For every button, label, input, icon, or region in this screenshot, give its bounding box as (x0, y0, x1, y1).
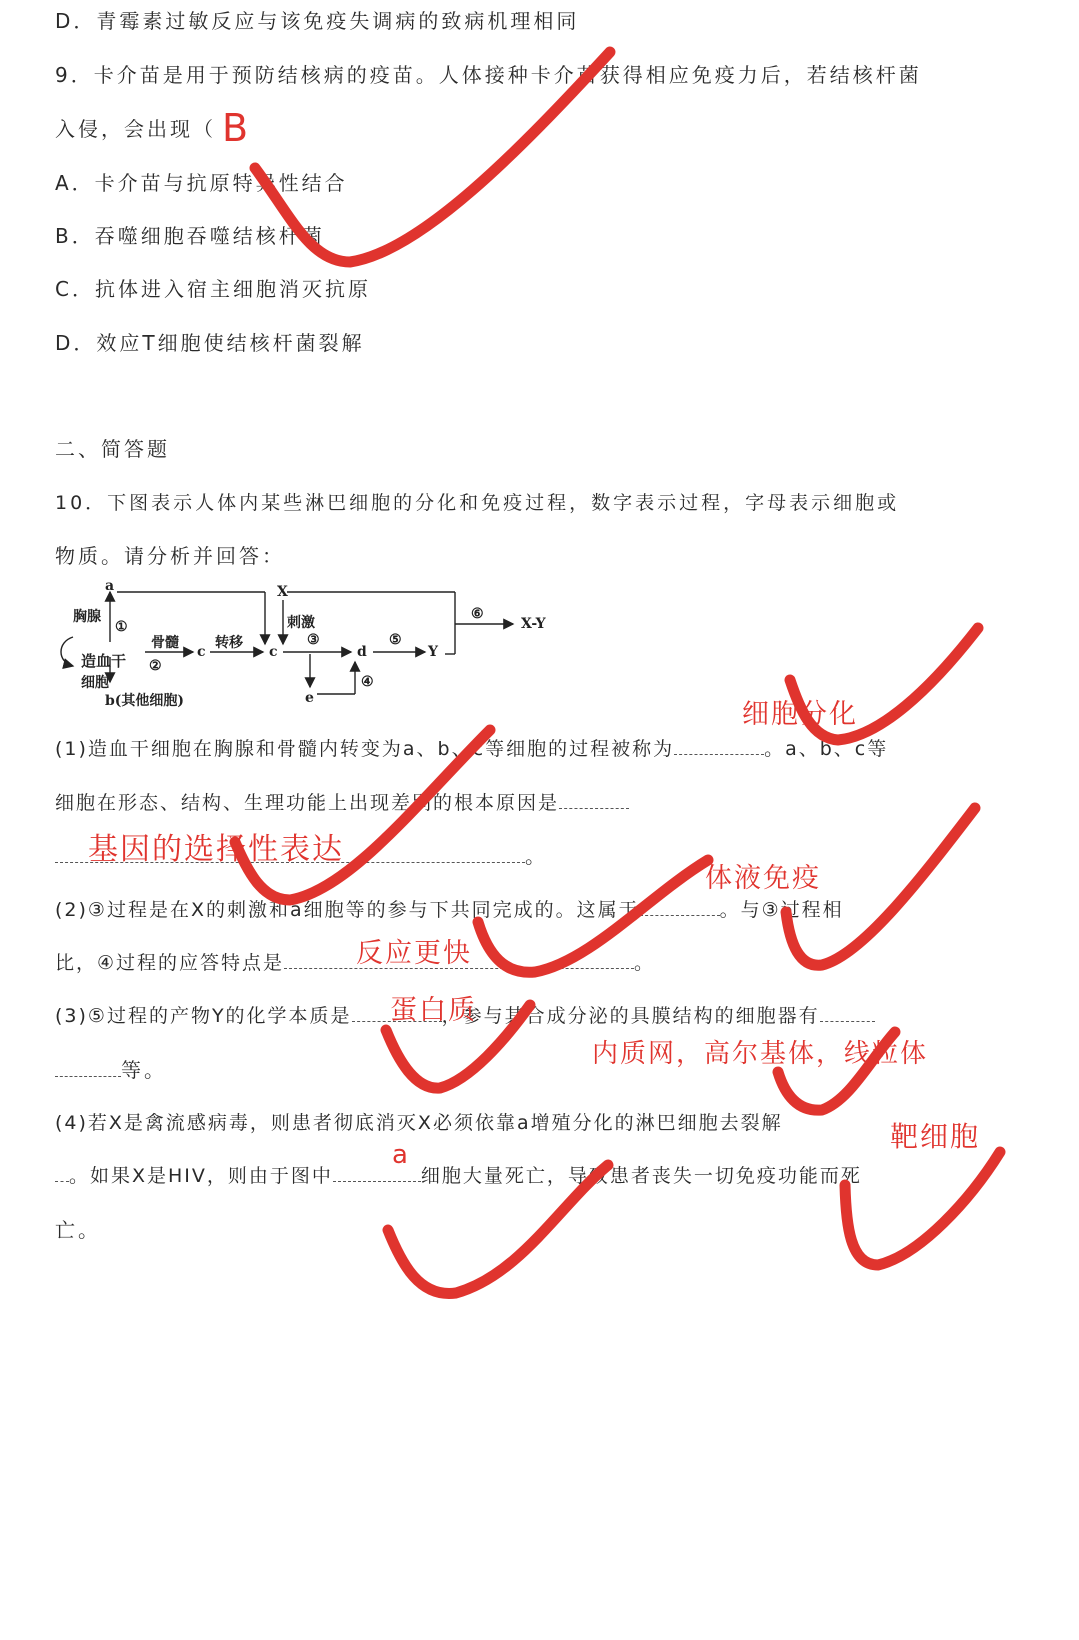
q10-stem-line2: 物质。请分析并回答： (55, 544, 285, 568)
q9-option-a: A．卡介苗与抗原特异性结合 (55, 171, 348, 195)
handwritten-answer-2-1: 体液免疫 (705, 863, 821, 894)
q10-part2-text-c: 比，④过程的应答特点是 (55, 952, 285, 974)
q10-part4-text-a: (4)若X是禽流感病毒，则患者彻底消灭X必须依靠a增殖分化的淋巴细胞去裂解 (55, 1112, 783, 1134)
q10-part3-text-c: 等。 (121, 1058, 167, 1082)
q9-option-d: D．效应T细胞使结核杆菌裂解 (55, 331, 365, 355)
q10-part1-text-d: 。 (525, 844, 548, 868)
handwritten-answer-1-1: 细胞分化 (742, 699, 858, 730)
handwritten-answer-1-2: 基因的选择性表达 (88, 832, 344, 867)
check-mark-icon (235, 730, 490, 900)
diagram-stem-cell-1: 造血干 (81, 652, 127, 670)
check-mark-icon (845, 1152, 1000, 1265)
q9-option-b: B．吞噬细胞吞噬结核杆菌 (55, 224, 325, 248)
diagram-bone-marrow: 骨髓 (151, 635, 179, 651)
diagram-n4: ④ (361, 674, 374, 690)
q10-part2-text-d: 。 (634, 952, 656, 974)
q10-stem-line1: 10．下图表示人体内某些淋巴细胞的分化和免疫过程，数字表示过程，字母表示细胞或 (55, 492, 900, 514)
diagram-n1: ① (115, 619, 128, 635)
q10-part2-text-a: (2)③过程是在X的刺激和a细胞等的参与下共同完成的。这属于 (55, 899, 640, 921)
q10-part3-text-b: ，参与其合成分泌的具膜结构的细胞器有 (441, 1005, 820, 1027)
q9-option-c: C．抗体进入宿主细胞消灭抗原 (55, 277, 371, 301)
q10-part4-line3: 亡。 (55, 1218, 101, 1242)
q10-part3-text-a: (3)⑤过程的产物Y的化学本质是 (55, 1005, 352, 1027)
diagram-thymus: 胸腺 (73, 609, 101, 625)
diagram-n6: ⑥ (471, 606, 484, 622)
diagram-x: X (277, 584, 288, 600)
diagram-xy: X-Y (521, 616, 546, 632)
diagram-stimulate: 刺激 (287, 615, 315, 631)
handwritten-answer-4-1: 靶细胞 (890, 1120, 981, 1153)
diagram-c1: c (197, 644, 206, 660)
q9-stem-line1: 9．卡介苗是用于预防结核病的疫苗。人体接种卡介苗获得相应免疫力后，若结核杆菌 (55, 63, 922, 87)
q9-handwritten-answer: B (222, 106, 251, 150)
diagram-n5: ⑤ (389, 632, 402, 648)
diagram-a: a (105, 578, 115, 594)
q10-part4-text-c: 细胞大量死亡，导致患者丧失一切免疫功能而死 (420, 1165, 862, 1187)
handwritten-answer-4-2: a (392, 1140, 410, 1170)
q10-part1-text-a: (1)造血干细胞在胸腺和骨髓内转变为a、b、c等细胞的过程被称为 (55, 738, 675, 760)
check-mark-icon (388, 1165, 608, 1294)
q10-part4-text-b: 。如果X是HIV，则由于图中 (69, 1165, 333, 1187)
section-title: 二、简答题 (55, 437, 170, 461)
diagram-b: b(其他细胞) (105, 693, 185, 709)
diagram-y: Y (428, 644, 438, 660)
diagram-e: e (305, 690, 314, 706)
handwritten-answer-3-1: 蛋白质 (390, 995, 477, 1026)
diagram-n3: ③ (307, 632, 320, 648)
check-mark-icon (478, 860, 708, 972)
diagram-transfer: 转移 (215, 635, 243, 651)
handwritten-answer-3-2: 内质网，高尔基体，线粒体 (592, 1039, 929, 1069)
diagram-d: d (357, 644, 367, 660)
diagram-stem-cell-2: 细胞 (81, 675, 109, 691)
diagram-c2: c (269, 644, 278, 660)
q8-option-d: D．青霉素过敏反应与该免疫失调病的致病机理相同 (55, 9, 580, 33)
q9-stem-line2: 入侵，会出现（ (55, 117, 216, 141)
check-mark-icon (255, 52, 610, 262)
handwritten-answer-2-2: 反应更快 (356, 938, 472, 969)
diagram-n2: ② (149, 658, 162, 674)
q10-part2-text-b: 。与③过程相 (719, 899, 844, 921)
q10-part1-text-b: 。a、b、c等 (764, 738, 889, 760)
q10-part1-text-c: 细胞在形态、结构、生理功能上出现差别的根本原因是 (55, 792, 560, 814)
